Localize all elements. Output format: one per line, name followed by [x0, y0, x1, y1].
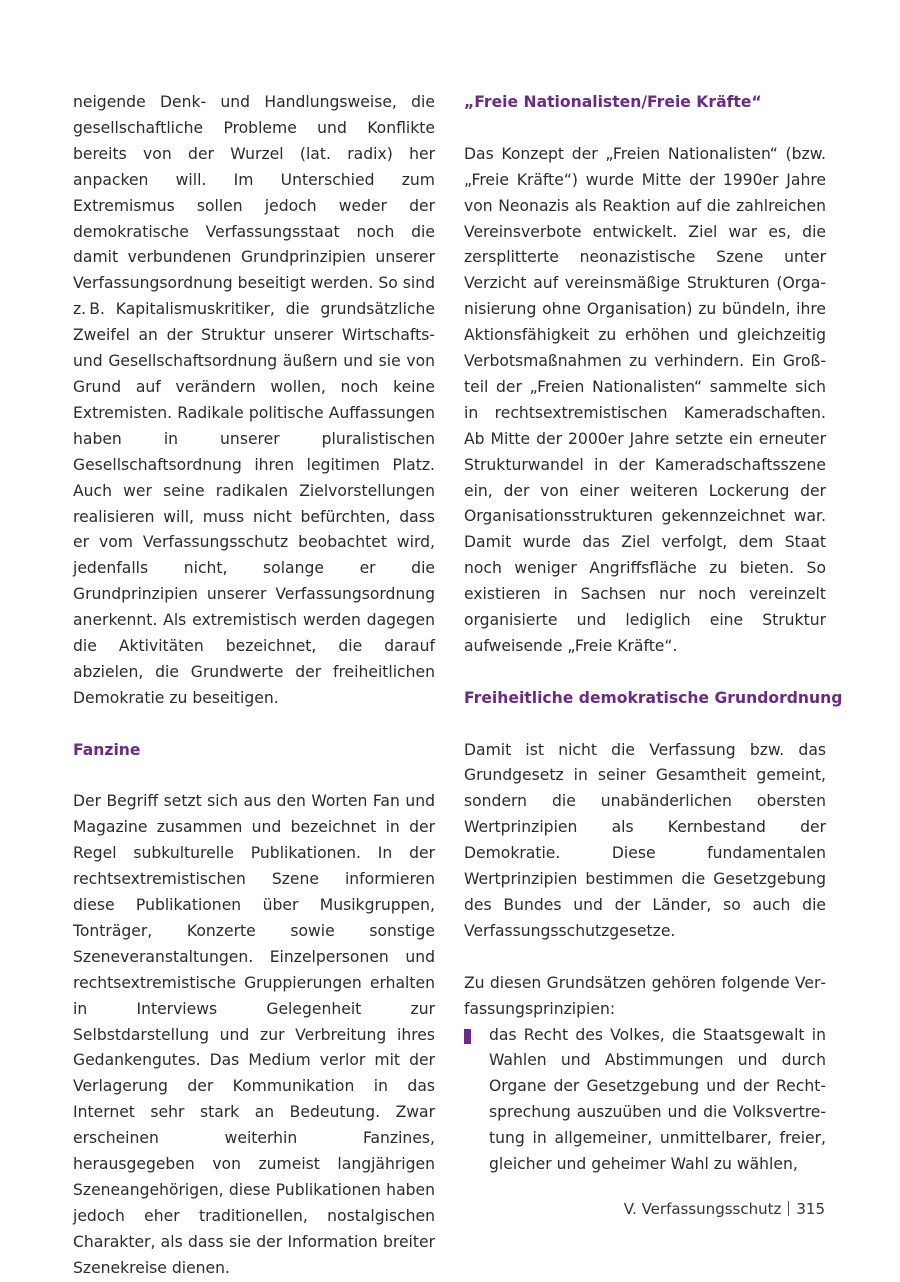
right-paragraph-grundordnung: Damit ist nicht die Verfassung bzw. das Grundgesetz in seiner Gesamtheit gemeint, sondern die unabänderlichen obersten Wertprinzipien als Kernbestand der Demokratie. Diese fundamentalen Wertprinzipien bestimmen die Gesetzgebung des Bundes und der Länder, so auch die Verfassungsschutzgesetze.: [464, 740, 826, 940]
page-footer: [624, 1197, 825, 1221]
heading-freie-nationalisten: „Freie Nationalisten/Freie Kräfte“: [464, 93, 762, 111]
bullet-square-icon: [464, 1029, 471, 1044]
right-paragraph-freie-nationalisten: Das Konzept der „Freien Nationalisten“ (bzw. „Freie Kräfte“) wurde Mitte der 1990er Jahre von Neonazis als Reaktion auf die zahlreichen Vereinsverbote entwickelt. Ziel war es, die zersplitterte neonazistische Szene unter Verzicht auf vereinsmäßige Strukturen (Organisierung ohne Organisation) zu bündeln, ihre Aktionsfähigkeit zu erhöhen und gleichzeitig Verbotsmaßnahmen zu verhindern. Ein Großteil der „Freien Nationalisten“ sammelte sich in rechtsextremistischen Kameradschaften. Ab Mitte der 2000er Jahre setzte ein erneuter Strukturwandel in der Kameradschaftsszene ein, der von einer weiteren Lockerung der Organisationsstrukturen gekennzeichnet war. Damit wurde das Ziel verfolgt, dem Staat noch weniger Angriffsfläche zu bieten. So existieren in Sachsen nur noch vereinzelt organisierte und lediglich eine Struktur aufweisende „Freie Kräfte“.: [464, 144, 826, 655]
heading-fanzine: Fanzine: [73, 740, 141, 759]
heading-grundordnung: Freiheitliche demokratische Grundordnung: [464, 688, 843, 707]
page-number: 315: [796, 1200, 825, 1218]
footer-separator: [788, 1201, 789, 1216]
list-item-text: das Recht des Volkes, die Staatsgewalt in Wahlen und Abstimmungen und durch Organe der Gesetzgebung und der Rechtsprechung auszuüben und die Volksvertretung in allgemeiner, unmittelbarer, freier, gleicher und geheimer Wahl zu wählen,: [489, 1025, 826, 1174]
left-column: [73, 90, 435, 1282]
right-paragraph-prinzipien: Zu diesen Grundsätzen gehören folgende Verfassungsprinzipien:: [464, 973, 826, 1018]
principles-list: [464, 1023, 826, 1178]
left-paragraph-fanzine: Der Begriff setzt sich aus den Worten Fan und Magazine zusammen und bezeichnet in der Regel subkulturelle Publikationen. In der rechtsextremistischen Szene informieren diese Publikationen über Musikgruppen, Tonträger, Konzerte sowie sonstige Szeneveranstaltungen. Einzelpersonen und rechtsextremistische Gruppierungen erhalten in Interviews Gelegenheit zur Selbstdarstellung und zur Verbreitung ihres Gedankengutes. Das Medium verlor mit der Verlagerung der Kommunikation in das Internet sehr stark an Bedeutung. Zwar erscheinen weiterhin Fanzines, herausgegeben von zumeist langjährigen Szeneangehörigen, diese Publikationen haben jedoch eher traditionellen, nostalgischen Charakter, als dass sie der Information breiter Szenekreise dienen.: [73, 792, 435, 1277]
right-column: [464, 90, 843, 1178]
list-item: [464, 1023, 826, 1178]
footer-section-title: V. Verfassungsschutz: [623, 1200, 782, 1218]
left-paragraph-radicalism: neigende Denk- und Handlungsweise, die gesellschaftliche Probleme und Konflikte bereits von der Wurzel (lat. radix) her anpacken will. Im Unterschied zum Extremismus sollen jedoch weder der demokratische Verfassungsstaat noch die damit verbundenen Grundprinzipien unserer Verfassungsordnung beseitigt werden. So sind z. B. Kapitalismuskritiker, die grundsätzliche Zweifel an der Struktur unserer Wirtschafts- und Gesellschaftsordnung äußern und sie von Grund auf verändern wollen, noch keine Extremisten. Radikale politische Auffassungen haben in unserer pluralistischen Gesellschaftsordnung ihren legitimen Platz. Auch wer seine radikalen Zielvorstellungen realisieren will, muss nicht befürchten, dass er vom Verfassungsschutz beobachtet wird, jedenfalls nicht, solange er die Grundprinzipien unserer Verfassungsordnung anerkennt. Als extremistisch werden dagegen die Aktivitäten bezeichnet, die darauf abzielen, die Grundwerte der freiheitlichen Demokratie zu beseitigen.: [73, 93, 435, 707]
